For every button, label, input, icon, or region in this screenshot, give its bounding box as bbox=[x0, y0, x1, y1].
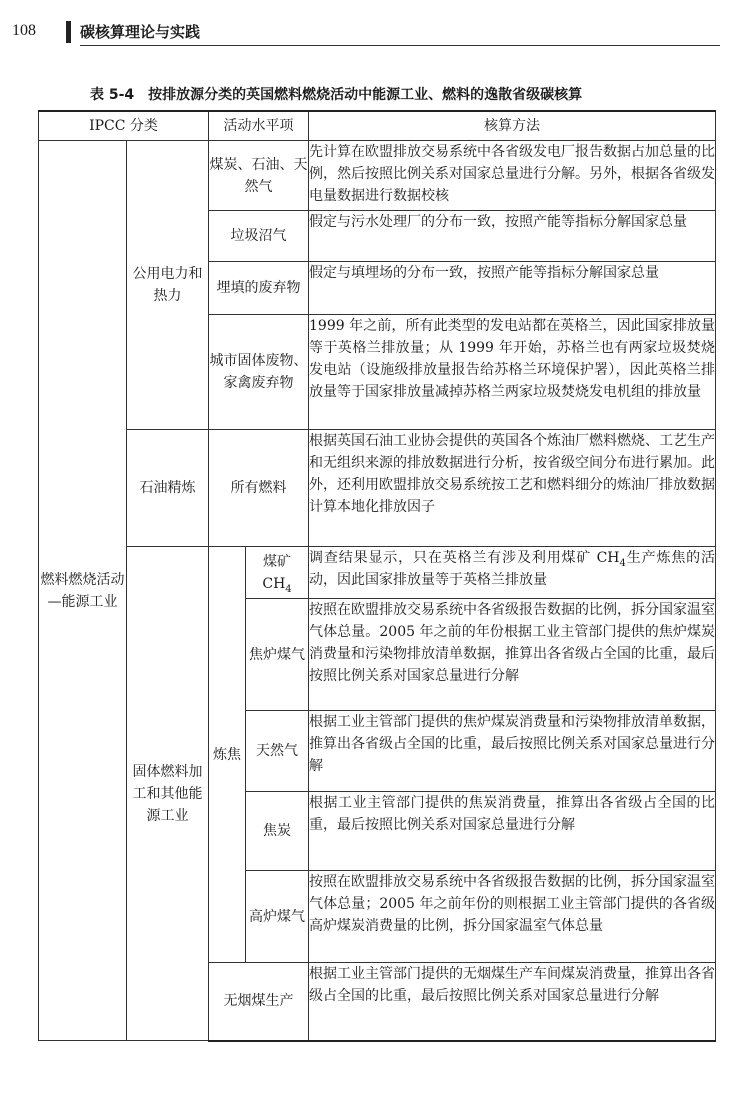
activity-cell: 所有燃料 bbox=[209, 430, 309, 547]
group-solid-fuel: 固体燃料加工和其他能源工业 bbox=[127, 547, 209, 1041]
method-cell: 根据工业主管部门提供的焦炭消费量，推算出各省级占全国的比重，最后按照比例关系对国家总量进行分解 bbox=[309, 792, 716, 871]
activity-cell bbox=[246, 547, 309, 599]
method-cell: 假定与污水处理厂的分布一致，按照产能等指标分解国家总量 bbox=[309, 211, 716, 262]
group-oil-refining: 石油精炼 bbox=[127, 430, 209, 547]
activity-cell: 垃圾沼气 bbox=[209, 211, 309, 262]
table-row bbox=[39, 141, 716, 211]
book-title: 碳核算理论与实践 bbox=[80, 23, 201, 41]
header-bar-ornament bbox=[66, 21, 71, 43]
subgroup-coking: 炼焦 bbox=[209, 547, 246, 963]
table-row bbox=[39, 547, 716, 599]
activity-cell: 埋填的废弃物 bbox=[209, 262, 309, 315]
group-power-heat: 公用电力和热力 bbox=[127, 141, 209, 430]
activity-cell: 无烟煤生产 bbox=[209, 963, 309, 1041]
table-title: 按排放源分类的英国燃料燃烧活动中能源工业、燃料的逸散省级碳核算 bbox=[148, 87, 583, 103]
header-ipcc: IPCC 分类 bbox=[39, 111, 209, 141]
method-cell: 按照在欧盟排放交易系统中各省级报告数据的比例，拆分国家温室气体总量；2005 年之前年份的则根据工业主管部门提供的各省级高炉煤炭消费量的比例，拆分国家温室气体总量 bbox=[309, 871, 716, 963]
activity-cell: 高炉煤气 bbox=[246, 871, 309, 963]
activity-cell: 焦炭 bbox=[246, 792, 309, 871]
activity-formula: $CH_4$ bbox=[262, 575, 292, 595]
header-activity: 活动水平项 bbox=[209, 111, 309, 141]
activity-cell: 煤炭、石油、天然气 bbox=[209, 141, 309, 211]
method-cell: 根据工业主管部门提供的无烟煤生产车间煤炭消费量，推算出各省级占全国的比重，最后按照比例关系对国家总量进行分解 bbox=[309, 963, 716, 1041]
activity-cell: 焦炉煤气 bbox=[246, 599, 309, 711]
method-cell: 根据英国石油工业协会提供的英国各个炼油厂燃料燃烧、工艺生产和无组织来源的排放数据进行分析，按省级空间分布进行累加。此外，还利用欧盟排放交易系统按工艺和燃料细分的炼油厂排放数据计算本地化排放因子 bbox=[309, 430, 716, 547]
method-cell: 假定与填埋场的分布一致，按照产能等指标分解国家总量 bbox=[309, 262, 716, 315]
table-caption bbox=[90, 84, 582, 104]
header-method: 核算方法 bbox=[309, 111, 716, 141]
method-cell: 调查结果显示，只在英格兰有涉及利用煤矿 $CH_4$生产炼焦的活动，因此国家排放量等于英格兰排放量 bbox=[309, 547, 716, 599]
method-cell: 先计算在欧盟排放交易系统中各省级发电厂报告数据占加总量的比例，然后按照比例关系对国家总量进行分解。另外，根据各省级发电量数据进行数据校核 bbox=[309, 141, 716, 211]
activity-cell: 城市固体废物、家禽废弃物 bbox=[209, 315, 309, 430]
accounting-table bbox=[38, 110, 716, 1042]
method-cell: 根据工业主管部门提供的焦炉煤炭消费量和污染物排放清单数据，推算出各省级占全国的比重，最后按照比例关系对国家总量进行分解 bbox=[309, 711, 716, 792]
table-header-row bbox=[39, 111, 716, 141]
running-head bbox=[12, 20, 720, 50]
activity-cell: 天然气 bbox=[246, 711, 309, 792]
activity-coal-mine: 煤矿 bbox=[263, 553, 292, 570]
page-number: 108 bbox=[12, 22, 36, 39]
table-number: 表 5-4 bbox=[90, 87, 135, 103]
category-energy-industry: 燃料燃烧活动—能源工业 bbox=[39, 141, 127, 1041]
method-cell: 1999 年之前，所有此类型的发电站都在英格兰，因此国家排放量等于英格兰排放量；从 1999 年开始，苏格兰也有两家垃圾焚烧发电站（设施级排放量报告给苏格兰环境保护署），因此英格兰排放量等于国家排放量减掉苏格兰两家垃圾焚烧发电机组的排放量 bbox=[309, 315, 716, 430]
header-rule bbox=[80, 45, 720, 46]
table-row bbox=[39, 430, 716, 547]
method-cell: 按照在欧盟排放交易系统中各省级报告数据的比例，拆分国家温室气体总量。2005 年之前的年份根据工业主管部门提供的焦炉煤炭消费量和污染物排放清单数据，推算出各省级占全国的比重，最后按照比例关系对国家总量进行分解 bbox=[309, 599, 716, 711]
